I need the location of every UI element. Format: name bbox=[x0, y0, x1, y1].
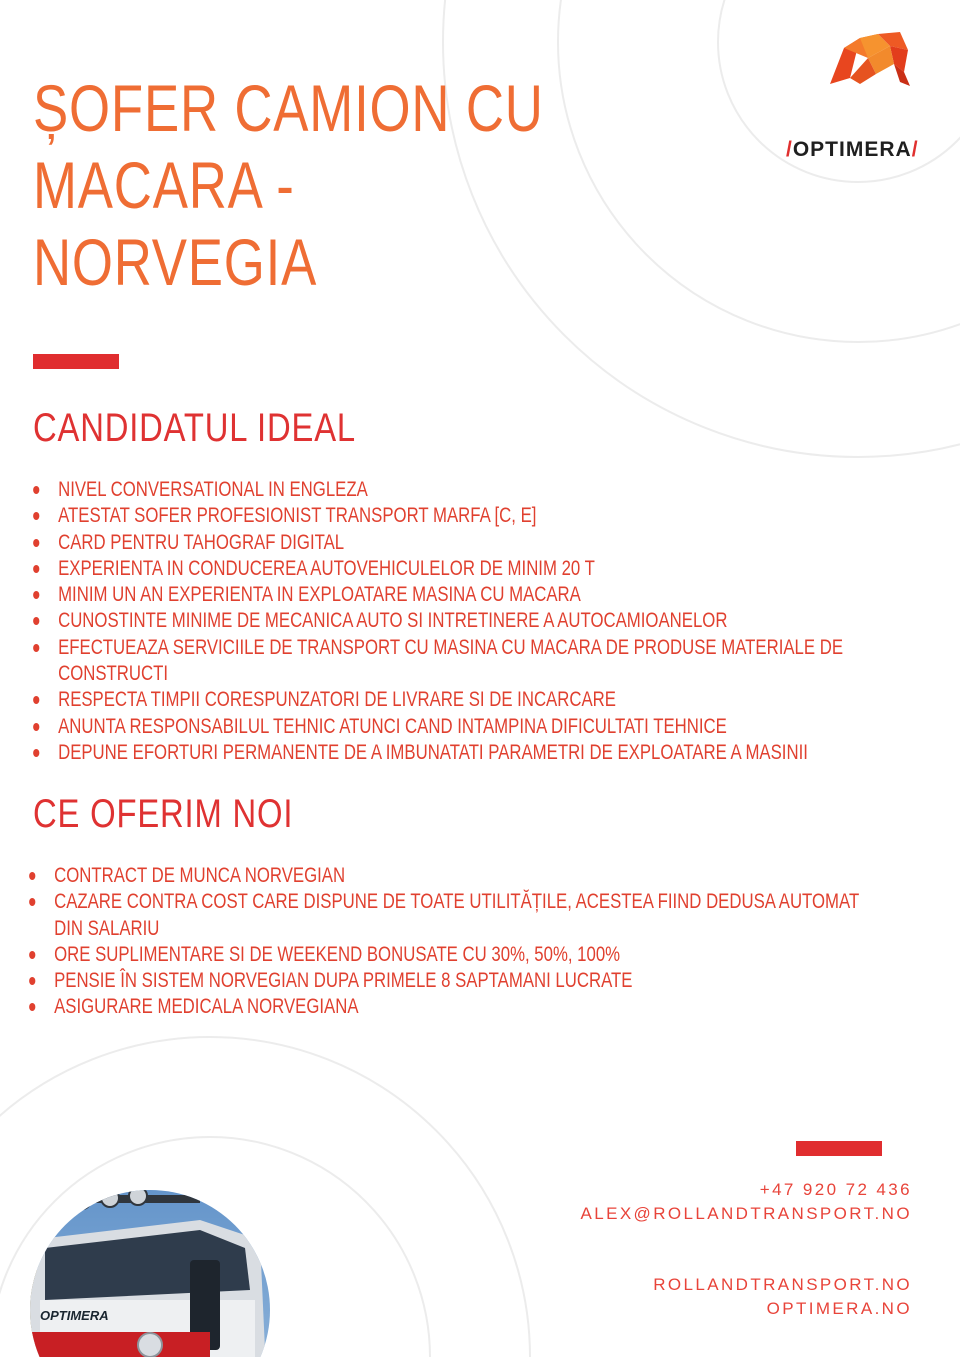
list-item: CONTRACT DE MUNCA NORVEGIAN bbox=[26, 862, 876, 888]
logo-wordmark bbox=[786, 138, 919, 162]
list-item: NIVEL CONVERSATIONAL IN ENGLEZA bbox=[30, 476, 935, 502]
list-item: ASIGURARE MEDICALA NORVEGIANA bbox=[26, 993, 876, 1019]
ideal-candidate-heading: CANDIDATUL IDEAL bbox=[33, 406, 356, 450]
title-line: MACARA - bbox=[33, 148, 295, 222]
title-line: NORVEGIA bbox=[33, 225, 318, 299]
phone-number[interactable]: +47 920 72 436 bbox=[759, 1180, 912, 1199]
list-item: EFECTUEAZA SERVICIILE DE TRANSPORT CU MASINA CU MACARA DE PRODUSE MATERIALE DE CONSTRUCTI bbox=[30, 634, 935, 687]
title-accent-bar bbox=[33, 354, 119, 369]
title-line: ȘOFER CAMION CU bbox=[33, 71, 544, 145]
list-item: DEPUNE EFORTURI PERMANENTE DE A IMBUNATATI PARAMETRI DE EXPLOATARE A MASINII bbox=[30, 739, 935, 765]
contact-accent-bar bbox=[796, 1141, 882, 1156]
logo-slash-right: / bbox=[911, 138, 919, 161]
list-item: CAZARE CONTRA COST CARE DISPUNE DE TOATE UTILITĂȚILE, ACESTEA FIIND DEDUSA AUTOMAT DIN SALARIU bbox=[26, 888, 876, 941]
list-item: ORE SUPLIMENTARE SI DE WEEKEND BONUSATE CU 30%, 50%, 100% bbox=[26, 941, 876, 967]
list-item: PENSIE ÎN SISTEM NORVEGIAN DUPA PRIMELE 8 SAPTAMANI LUCRATE bbox=[26, 967, 876, 993]
list-item: MINIM UN AN EXPERIENTA IN EXPLOATARE MASINA CU MACARA bbox=[30, 581, 935, 607]
list-item: CUNOSTINTE MINIME DE MECANICA AUTO SI INTRETINERE A AUTOCAMIOANELOR bbox=[30, 607, 935, 633]
list-item: EXPERIENTA IN CONDUCEREA AUTOVEHICULELOR DE MINIM 20 T bbox=[30, 555, 935, 581]
truck-logo-text: OPTIMERA bbox=[40, 1308, 109, 1323]
truck-photo bbox=[0, 1160, 300, 1357]
list-item: RESPECTA TIMPII CORESPUNZATORI DE LIVRARE SI DE INCARCARE bbox=[30, 686, 935, 712]
email-link[interactable]: ALEX@ROLLANDTRANSPORT.NO bbox=[580, 1204, 912, 1223]
list-item: ATESTAT SOFER PROFESIONIST TRANSPORT MARFA [C, E] bbox=[30, 502, 935, 528]
website-link-optimera[interactable]: OPTIMERA.NO bbox=[766, 1299, 912, 1318]
website-link-rolland[interactable]: ROLLANDTRANSPORT.NO bbox=[653, 1275, 912, 1294]
list-item: CARD PENTRU TAHOGRAF DIGITAL bbox=[30, 529, 935, 555]
logo-slash-left: / bbox=[786, 138, 793, 161]
logo-text: OPTIMERA bbox=[792, 138, 912, 161]
ideal-candidate-list bbox=[30, 476, 935, 765]
page-title bbox=[33, 70, 544, 301]
offer-list bbox=[26, 862, 876, 1020]
elephant-logo-icon bbox=[820, 28, 915, 88]
offer-heading: CE OFERIM NOI bbox=[33, 792, 294, 836]
list-item: ANUNTA RESPONSABILUL TEHNIC ATUNCI CAND INTAMPINA DIFICULTATI TEHNICE bbox=[30, 713, 935, 739]
